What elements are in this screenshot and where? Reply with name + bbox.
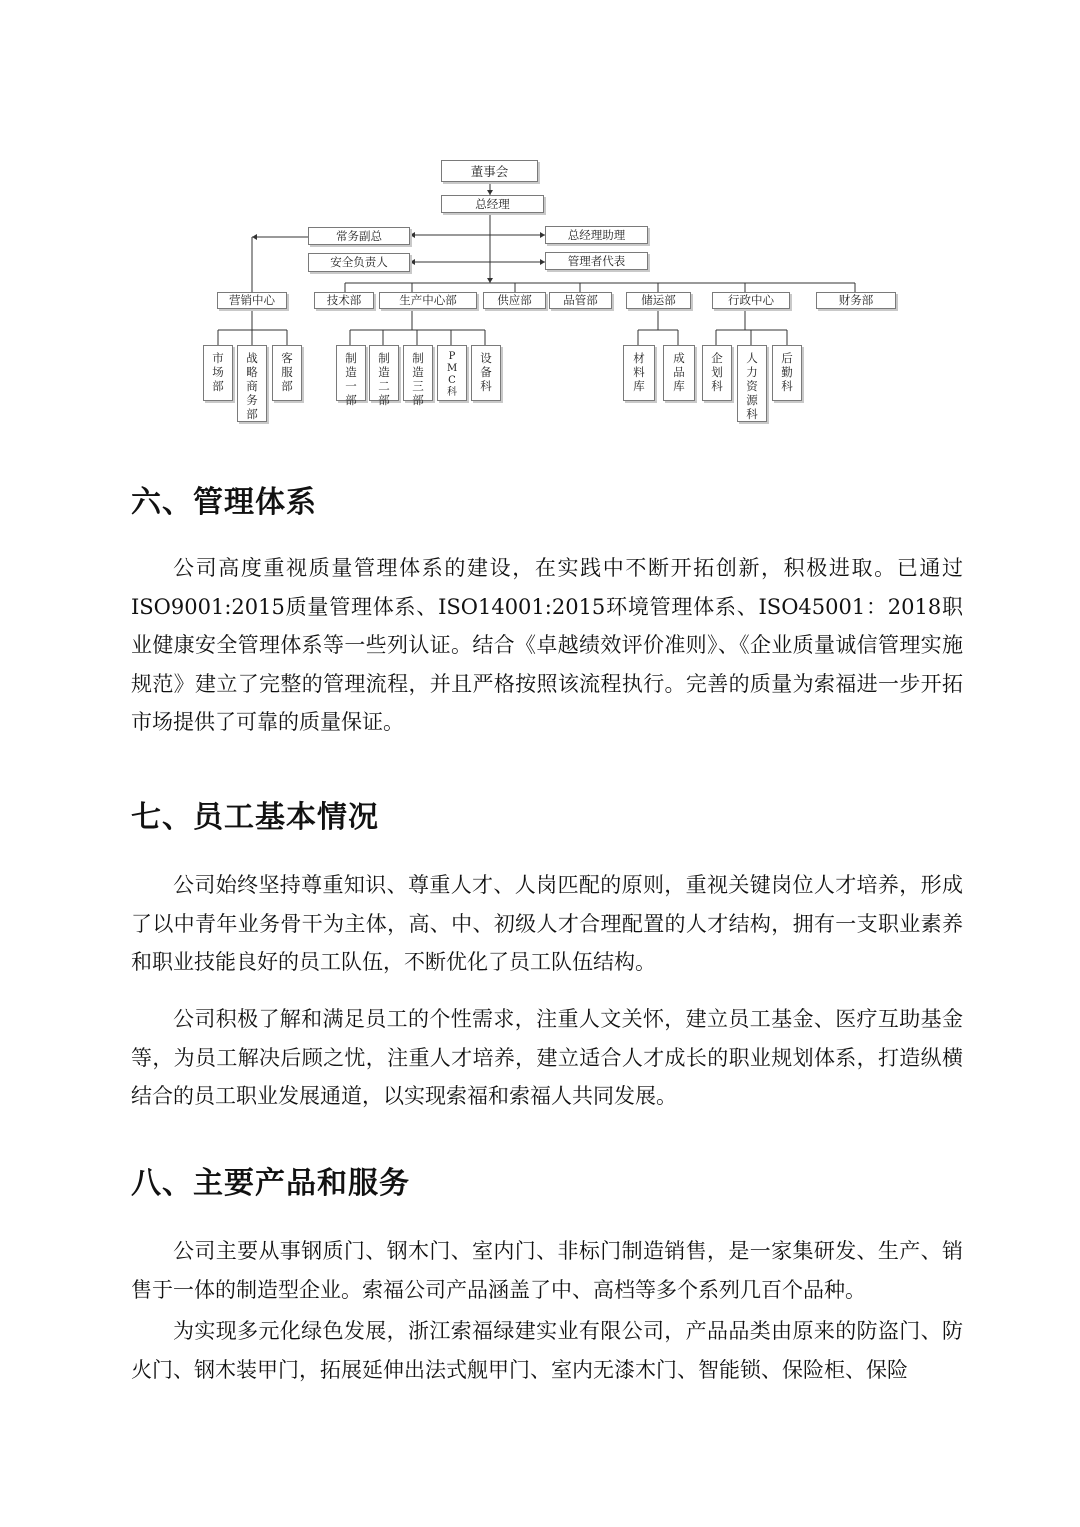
unit-material-store-label: 材料库 xyxy=(633,351,645,393)
section-8-paragraph-2: 为实现多元化绿色发展，浙江索福绿建实业有限公司，产品品类由原来的防盗门、防火门、钢木装甲门，拓展延伸出法式舰甲门、室内无漆木门、智能锁、保险柜、保险 xyxy=(131,1319,963,1382)
dept-finance: 财务部 xyxy=(816,292,896,309)
unit-mfg-3-label: 制造三部 xyxy=(412,351,424,407)
unit-service-label: 客服部 xyxy=(281,351,293,393)
unit-mfg-2 xyxy=(369,345,399,407)
unit-planning-label: 企划科 xyxy=(711,351,723,393)
unit-planning xyxy=(702,345,732,401)
gm-box: 总经理 xyxy=(441,195,544,213)
unit-mfg-3 xyxy=(403,345,433,407)
unit-mfg-1-label: 制造一部 xyxy=(345,351,357,407)
gm-assistant-box: 总经理助理 xyxy=(545,226,648,244)
dept-tech: 技术部 xyxy=(314,292,374,309)
unit-material-store xyxy=(623,345,655,401)
dept-storage: 储运部 xyxy=(626,292,691,309)
dept-qc: 品管部 xyxy=(549,292,612,309)
unit-equipment xyxy=(471,345,501,401)
org-chart xyxy=(0,0,1080,440)
unit-mfg-1 xyxy=(336,345,366,407)
dept-admin: 行政中心 xyxy=(712,292,790,309)
org-chart-connectors xyxy=(0,0,1080,440)
unit-market-label: 市场部 xyxy=(212,351,224,393)
section-7-paragraph-1: 公司始终坚持尊重知识、尊重人才、人岗匹配的原则，重视关键岗位人才培养，形成了以中青年业务骨干为主体，高、中、初级人才合理配置的人才结构，拥有一支职业素养和职业技能良好的员工队伍，不断优化了员工队伍结构。 xyxy=(131,873,963,974)
unit-product-store xyxy=(663,345,695,401)
unit-pmc-label: PMC科 xyxy=(447,351,458,398)
section-7-paragraph-2: 公司积极了解和满足员工的个性需求，注重人文关怀，建立员工基金、医疗互助基金等，为员工解决后顾之忧，注重人才培养，建立适合人才成长的职业规划体系，打造纵横结合的员工职业发展通道，以实现索福和索福人共同发展。 xyxy=(131,1007,963,1108)
dept-supply: 供应部 xyxy=(483,292,546,309)
unit-strategy xyxy=(237,345,267,422)
vp-box: 常务副总 xyxy=(308,227,410,245)
unit-equipment-label: 设备科 xyxy=(480,351,492,393)
unit-logistics xyxy=(772,345,802,401)
section-6-paragraph-1: 公司高度重视质量管理体系的建设，在实践中不断开拓创新，积极进取。已通过ISO9001:2015质量管理体系、ISO14001:2015环境管理体系、ISO45001：2018职业健康安全管理体系等一些列认证。结合《卓越绩效评价准则》、《企业质量诚信管理实施规范》建立了完整的管理流程，并且严格按照该流程执行。完善的质量为索福进一步开拓市场提供了可靠的质量保证。 xyxy=(131,556,963,734)
dept-production: 生产中心部 xyxy=(379,292,477,309)
board-box: 董事会 xyxy=(441,160,538,182)
dept-marketing: 营销中心 xyxy=(217,292,287,309)
unit-logistics-label: 后勤科 xyxy=(781,351,793,393)
unit-market xyxy=(203,345,233,401)
safety-box: 安全负责人 xyxy=(308,253,410,272)
section-6-heading: 六、管理体系 xyxy=(131,485,317,520)
unit-hr-label: 人力资源科 xyxy=(746,351,758,421)
unit-service xyxy=(272,345,302,401)
unit-product-store-label: 成品库 xyxy=(673,351,685,393)
mgmt-rep-box: 管理者代表 xyxy=(545,252,648,270)
unit-mfg-2-label: 制造二部 xyxy=(378,351,390,407)
unit-pmc xyxy=(437,345,467,401)
section-8-heading: 八、主要产品和服务 xyxy=(131,1166,410,1201)
unit-hr xyxy=(737,345,767,422)
section-7-heading: 七、员工基本情况 xyxy=(131,800,379,835)
unit-strategy-label: 战略商务部 xyxy=(246,351,258,421)
section-8-paragraph-1: 公司主要从事钢质门、钢木门、室内门、非标门制造销售，是一家集研发、生产、销售于一体的制造型企业。索福公司产品涵盖了中、高档等多个系列几百个品种。 xyxy=(131,1239,963,1302)
